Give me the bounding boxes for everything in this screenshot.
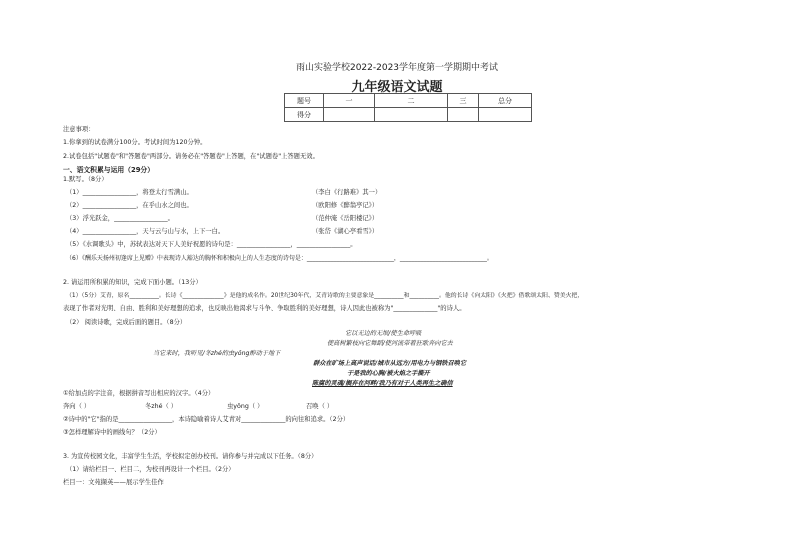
dictation-line: （3）浮光跃金，_________________。 [66,215,174,222]
dictation-line: （2）_________________，在乎山水之间也。 [66,202,193,209]
score-input-cell [479,108,532,122]
question-title: 1.默写。（8分） [63,176,108,183]
poem-underlined-line: 陈腐的灵魂/搁弃在河畔/我乃有对于人类再生之确信 [312,380,453,387]
dictation-source: （张岱《湖心亭看雪》） [312,228,379,235]
poem-line: 它以无边的无垠/使生命呼吸 [345,330,422,337]
school-exam-title: 雨山实验学校2022-2023学年度第一学期期中考试 [295,63,499,73]
sub-question: ①给加点的字注音，根据拼音写出相应的汉字。（4分） [63,390,215,397]
score-table-score-row [285,108,532,122]
pinyin-item: 冬zhé（ ） [145,403,178,410]
sub-question: ③怎样理解诗中的画线句？（2分） [63,429,161,436]
score-cell: 总分 [479,94,532,108]
notice-heading: 注意事项： [63,126,95,133]
poem-line: 当它来时，我听见/冬zhé的虫yǒng醉动于地下 [153,350,281,357]
score-cell: 二 [375,94,448,108]
score-cell: 三 [448,94,479,108]
pinyin-item: 虫yǒng（ ） [227,403,264,410]
score-input-cell [324,108,375,122]
score-input-cell [448,108,479,122]
dictation-line: （1）_________________，将登太行雪满山。 [66,189,193,196]
paper-title: 九年级语文试题 [351,80,443,95]
score-input-cell [375,108,448,122]
notice-item: 2.试卷包括"试题卷"和"答题卷"两部分。请务必在"答题卷"上答题，在"试题卷"上答题无效。 [63,153,319,160]
dictation-source: （李白《行路难》其一） [312,189,382,196]
score-cell: 一 [324,94,375,108]
poem-line: 于是我的心胸/被火焰之手撕开 [347,370,430,377]
score-table [284,93,532,122]
dictation-line: （6）《酬乐天扬州初逢席上见赠》中表现诗人豁达的胸怀和积极向上的人生态度的诗句是：_____________________________，_____________________________。 [66,255,493,262]
dictation-source: （欧阳修《醉翁亭记》） [312,202,379,209]
question-text: （1）（5分）艾青，原名__________。长诗《______________》是他的成名作。20世纪30年代，艾青诗歌的主要意象是__________和__________。他的长诗《向太阳》《火把》借歌颂太阳、赞美火把， [66,293,584,299]
poem-line: 使高树繁枝向它舞蹈/使河流带着狂歌奔向它去 [327,340,453,347]
question-text: （2） 阅读诗歌，完成后面的题目。（8分） [66,319,187,326]
question-title: 2. 请运用所积累的知识，完成下面小题。（13分） [63,279,202,286]
score-cell: 题号 [285,94,324,108]
pinyin-item: 奔向（ ） [63,403,91,410]
dictation-source: （范仲淹《岳阳楼记》） [312,215,379,222]
sub-question: ②诗中的"它"指的是_________________，本诗隐喻着诗人艾青对______________的向往和追求。（2分） [63,416,350,423]
question-text: 栏目一：文苑撷英——展示学生佳作 [63,479,164,486]
score-cell: 得分 [285,108,324,122]
pinyin-item: 召唤（ ） [306,403,334,410]
poem-line: 群众在旷场上高声说话/城市从远方/用电力与钢铁召唤它 [313,360,467,367]
score-table-header-row [285,94,532,108]
part1-heading: 一、语文积累与运用（29分） [63,166,155,174]
question-text: （1）请给栏目一、栏目二，为校刊再设计一个栏目。（2分） [66,466,235,473]
notice-item: 1.你拿到的试卷满分100分。考试时间为120分钟。 [63,139,207,146]
dictation-line: （5）《水调歌头》中，苏轼表达对天下人美好祝愿的诗句是：_________________，_________________。 [66,241,357,248]
question-text: 表现了作者对光明、自由、胜利和美好理想的追求，也反映出他渴求与斗争、争取胜利的美好理想，诗人因此也被称为"______________"的诗人。 [63,305,466,312]
dictation-line: （4）_________________，天与云与山与水，上下一白。 [66,228,225,235]
question-title: 3. 为宣传校园文化，丰富学生生活，学校拟定创办校刊。请你参与并完成以下任务。（8分） [63,453,318,460]
